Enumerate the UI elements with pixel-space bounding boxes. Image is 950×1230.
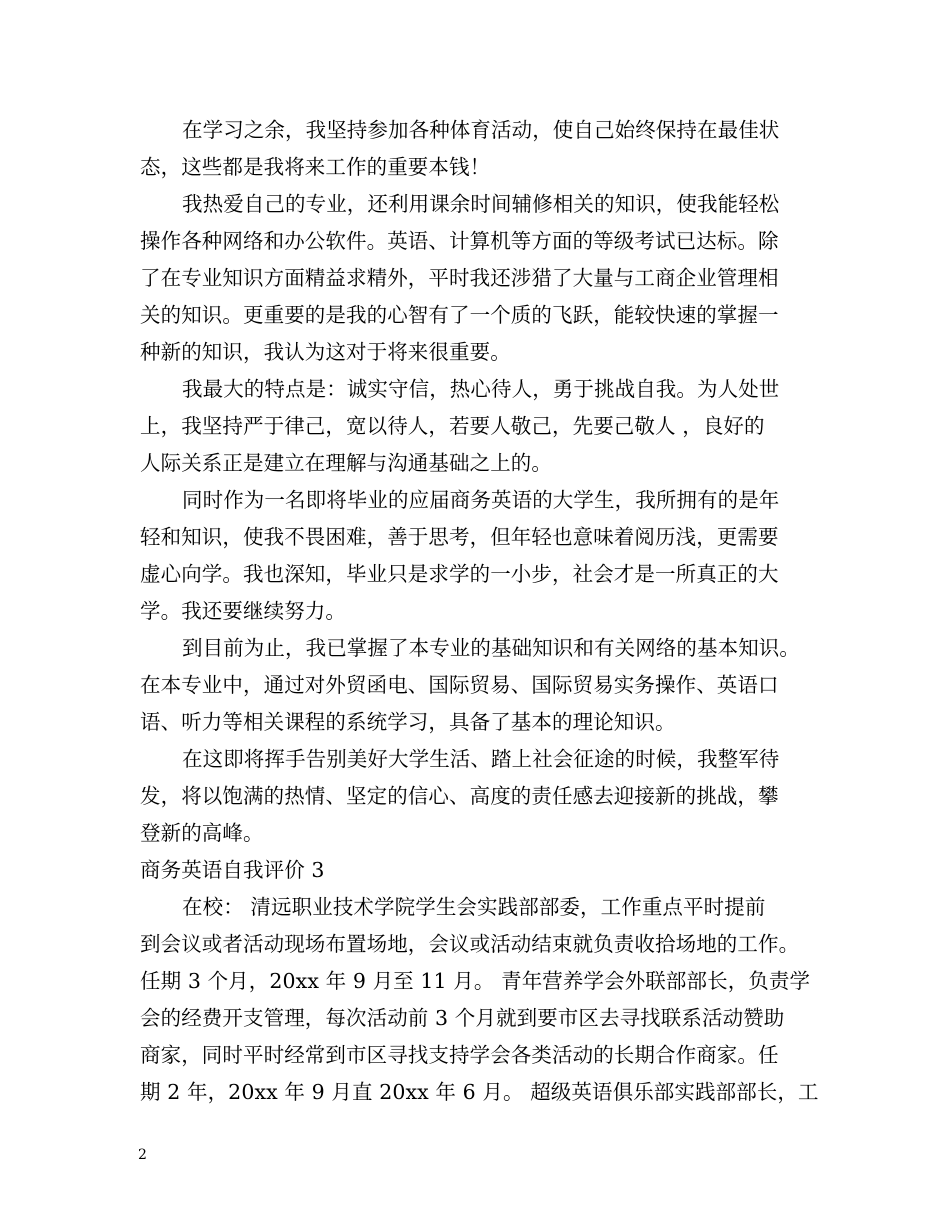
text-line: 在学习之余，我坚持参加各种体育活动，使自己始终保持在最佳状 — [182, 118, 780, 142]
text-line: 任期 3 个月，20xx 年 9 月至 11 月。 青年营养学会外联部部长，负责学 — [140, 969, 811, 993]
text-line: 发，将以饱满的热情、坚定的信心、高度的责任感去迎接新的挑战，攀 — [140, 784, 779, 808]
section-heading: 商务英语自我评价 3 — [140, 858, 325, 882]
text-line: 在这即将挥手告别美好大学生活、踏上社会征途的时候，我整军待 — [182, 747, 780, 771]
text-line: 了在专业知识方面精益求精外，平时我还涉猎了大量与工商企业管理相 — [140, 266, 779, 290]
text-line: 期 2 年，20xx 年 9 月直 20xx 年 6 月。 超级英语俱乐部实践部部长，工 — [140, 1080, 819, 1104]
text-line: 虚心向学。我也深知，毕业只是求学的一小步，社会才是一所真正的大 — [140, 562, 779, 586]
text-line: 态，这些都是我将来工作的重要本钱！ — [140, 155, 491, 179]
text-line: 在本专业中，通过对外贸函电、国际贸易、国际贸易实务操作、英语口 — [140, 673, 779, 697]
text-line: 关的知识。更重要的是我的心智有了一个质的飞跃，能较快速的掌握一 — [140, 303, 779, 327]
text-line: 我最大的特点是：诚实守信，热心待人，勇于挑战自我。为人处世 — [182, 377, 780, 401]
text-line: 学。我还要继续努力。 — [140, 599, 346, 623]
text-line: 语、听力等相关课程的系统学习，具备了基本的理论知识。 — [140, 710, 676, 734]
text-line: 在校： 清远职业技术学院学生会实践部部委，工作重点平时提前 — [182, 895, 766, 919]
text-line: 登新的高峰。 — [140, 821, 264, 845]
text-line: 同时作为一名即将毕业的应届商务英语的大学生，我所拥有的是年 — [182, 488, 780, 512]
text-line: 我热爱自己的专业，还利用课余时间辅修相关的知识，使我能轻松 — [182, 192, 780, 216]
text-line: 种新的知识，我认为这对于将来很重要。 — [140, 340, 511, 364]
text-line: 到目前为止，我已掌握了本专业的基础知识和有关网络的基本知识。 — [182, 636, 800, 660]
text-line: 人际关系正是建立在理解与沟通基础之上的。 — [140, 451, 552, 475]
text-line: 上，我坚持严于律己，宽以待人，若要人敬己，先要己敬人 ，良好的 — [140, 414, 765, 438]
text-line: 到会议或者活动现场布置场地，会议或活动结束就负责收拾场地的工作。 — [140, 932, 800, 956]
page-number: 2 — [138, 1147, 147, 1163]
text-line: 会的经费开支管理，每次活动前 3 个月就到要市区去寻找联系活动赞助 — [140, 1006, 785, 1030]
text-line: 商家，同时平时经常到市区寻找支持学会各类活动的长期合作商家。任 — [140, 1043, 779, 1067]
text-line: 操作各种网络和办公软件。英语、计算机等方面的等级考试已达标。除 — [140, 229, 779, 253]
text-line: 轻和知识，使我不畏困难，善于思考，但年轻也意味着阅历浅，更需要 — [140, 525, 779, 549]
